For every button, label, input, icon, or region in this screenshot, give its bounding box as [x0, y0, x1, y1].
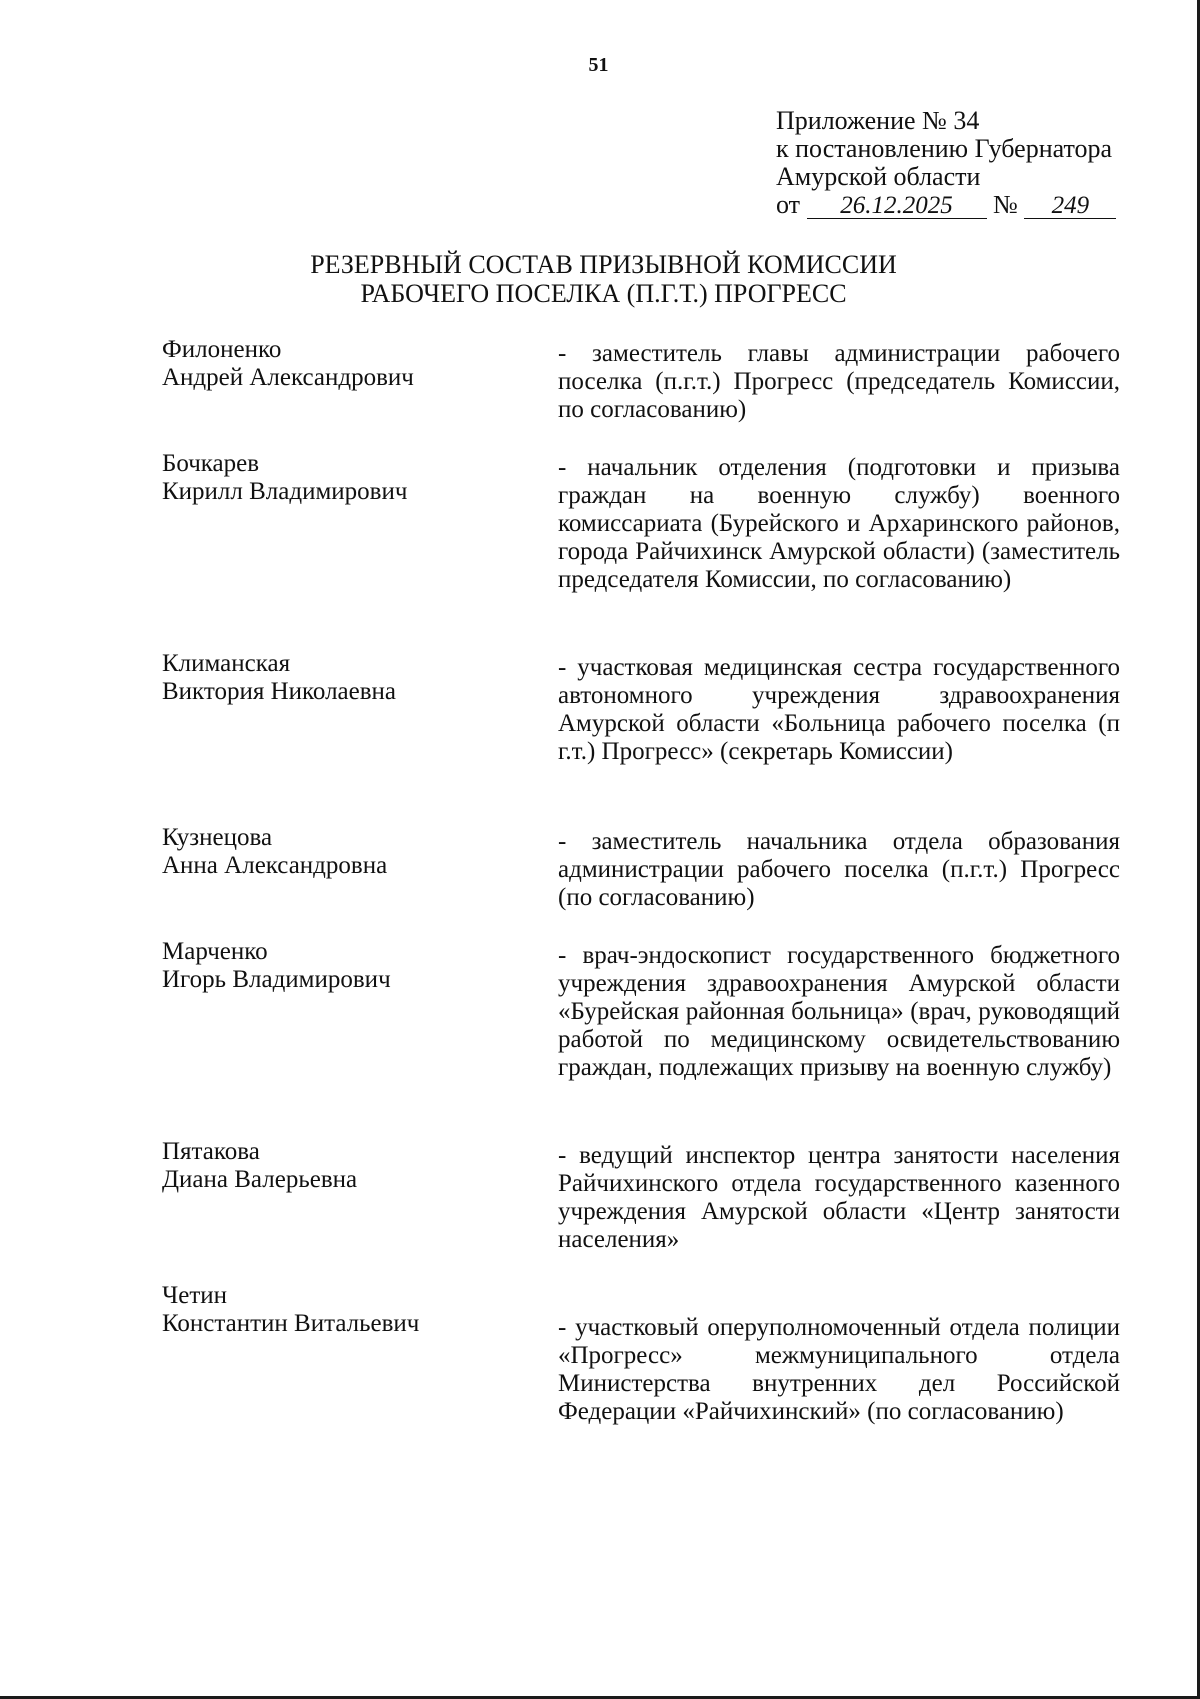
handwritten-date: 26.12.2025 — [807, 194, 987, 219]
document-title — [0, 250, 1197, 308]
member-given-names: Диана Валерьевна — [162, 1166, 358, 1193]
member-surname: Филоненко — [162, 336, 282, 363]
member-name — [162, 1138, 357, 1194]
member-role: - участковая медицинская сестра государственного автономного учреждения здравоохранения Амурской области «Больница рабочего поселка (п г.т.) Прогресс» (секретарь Комиссии) — [558, 654, 1120, 765]
member-name — [162, 450, 407, 506]
member-name — [162, 1282, 419, 1338]
member-surname: Четин — [162, 1282, 228, 1309]
page-number: 51 — [588, 54, 609, 76]
title-line-1: РЕЗЕРВНЫЙ СОСТАВ ПРИЗЫВНОЙ КОМИССИИ — [310, 250, 897, 279]
member-given-names: Виктория Николаевна — [162, 678, 397, 705]
order-date-line — [776, 191, 1116, 219]
appendix-line-1: Приложение № 34 — [776, 106, 980, 135]
member-role: - заместитель начальника отдела образования администрации рабочего поселка (п.г.т.) Прогресс (по согласованию) — [558, 828, 1120, 911]
member-surname: Кузнецова — [162, 824, 273, 851]
title-line-2: РАБОЧЕГО ПОСЕЛКА (П.Г.Т.) ПРОГРЕСС — [360, 279, 847, 308]
member-given-names: Кирилл Владимирович — [162, 478, 408, 505]
member-given-names: Игорь Владимирович — [162, 966, 391, 993]
member-name — [162, 824, 387, 880]
date-prefix: от — [776, 190, 801, 219]
member-given-names: Константин Витальевич — [162, 1310, 420, 1337]
member-name — [162, 938, 391, 994]
member-given-names: Андрей Александрович — [162, 364, 414, 391]
member-given-names: Анна Александровна — [162, 852, 388, 879]
member-role: - начальник отделения (подготовки и призыва граждан на военную службу) военного комиссариата (Бурейского и Архаринского районов, города Райчихинск Амурской области) (заместитель председателя Комиссии, по согласованию) — [558, 454, 1120, 593]
appendix-line-3: Амурской области — [776, 162, 981, 191]
member-surname: Климанская — [162, 650, 291, 677]
member-name — [162, 336, 414, 392]
appendix-line-2: к постановлению Губернатора — [776, 134, 1113, 163]
member-surname: Бочкарев — [162, 450, 260, 477]
member-role: - врач-эндоскопист государственного бюджетного учреждения здравоохранения Амурской области «Бурейская районная больница» (врач, руководящий работой по медицинскому освидетельствованию граждан, подлежащих призыву на военную службу) — [558, 942, 1120, 1081]
member-surname: Марченко — [162, 938, 268, 965]
handwritten-number: 249 — [1024, 194, 1116, 219]
member-role: - ведущий инспектор центра занятости населения Райчихинского отдела государственного казенного учреждения Амурской области «Центр занятости населения» — [558, 1142, 1120, 1253]
appendix-block — [776, 107, 1116, 219]
number-sign: № — [993, 190, 1018, 219]
member-name — [162, 650, 396, 706]
member-role: - заместитель главы администрации рабочего поселка (п.г.т.) Прогресс (председатель Комиссии, по согласованию) — [558, 340, 1120, 423]
member-role: - участковый оперуполномоченный отдела полиции «Прогресс» межмуниципального отдела Министерства внутренних дел Российской Федерации «Райчихинский» (по согласованию) — [558, 1314, 1120, 1425]
member-surname: Пятакова — [162, 1138, 260, 1165]
